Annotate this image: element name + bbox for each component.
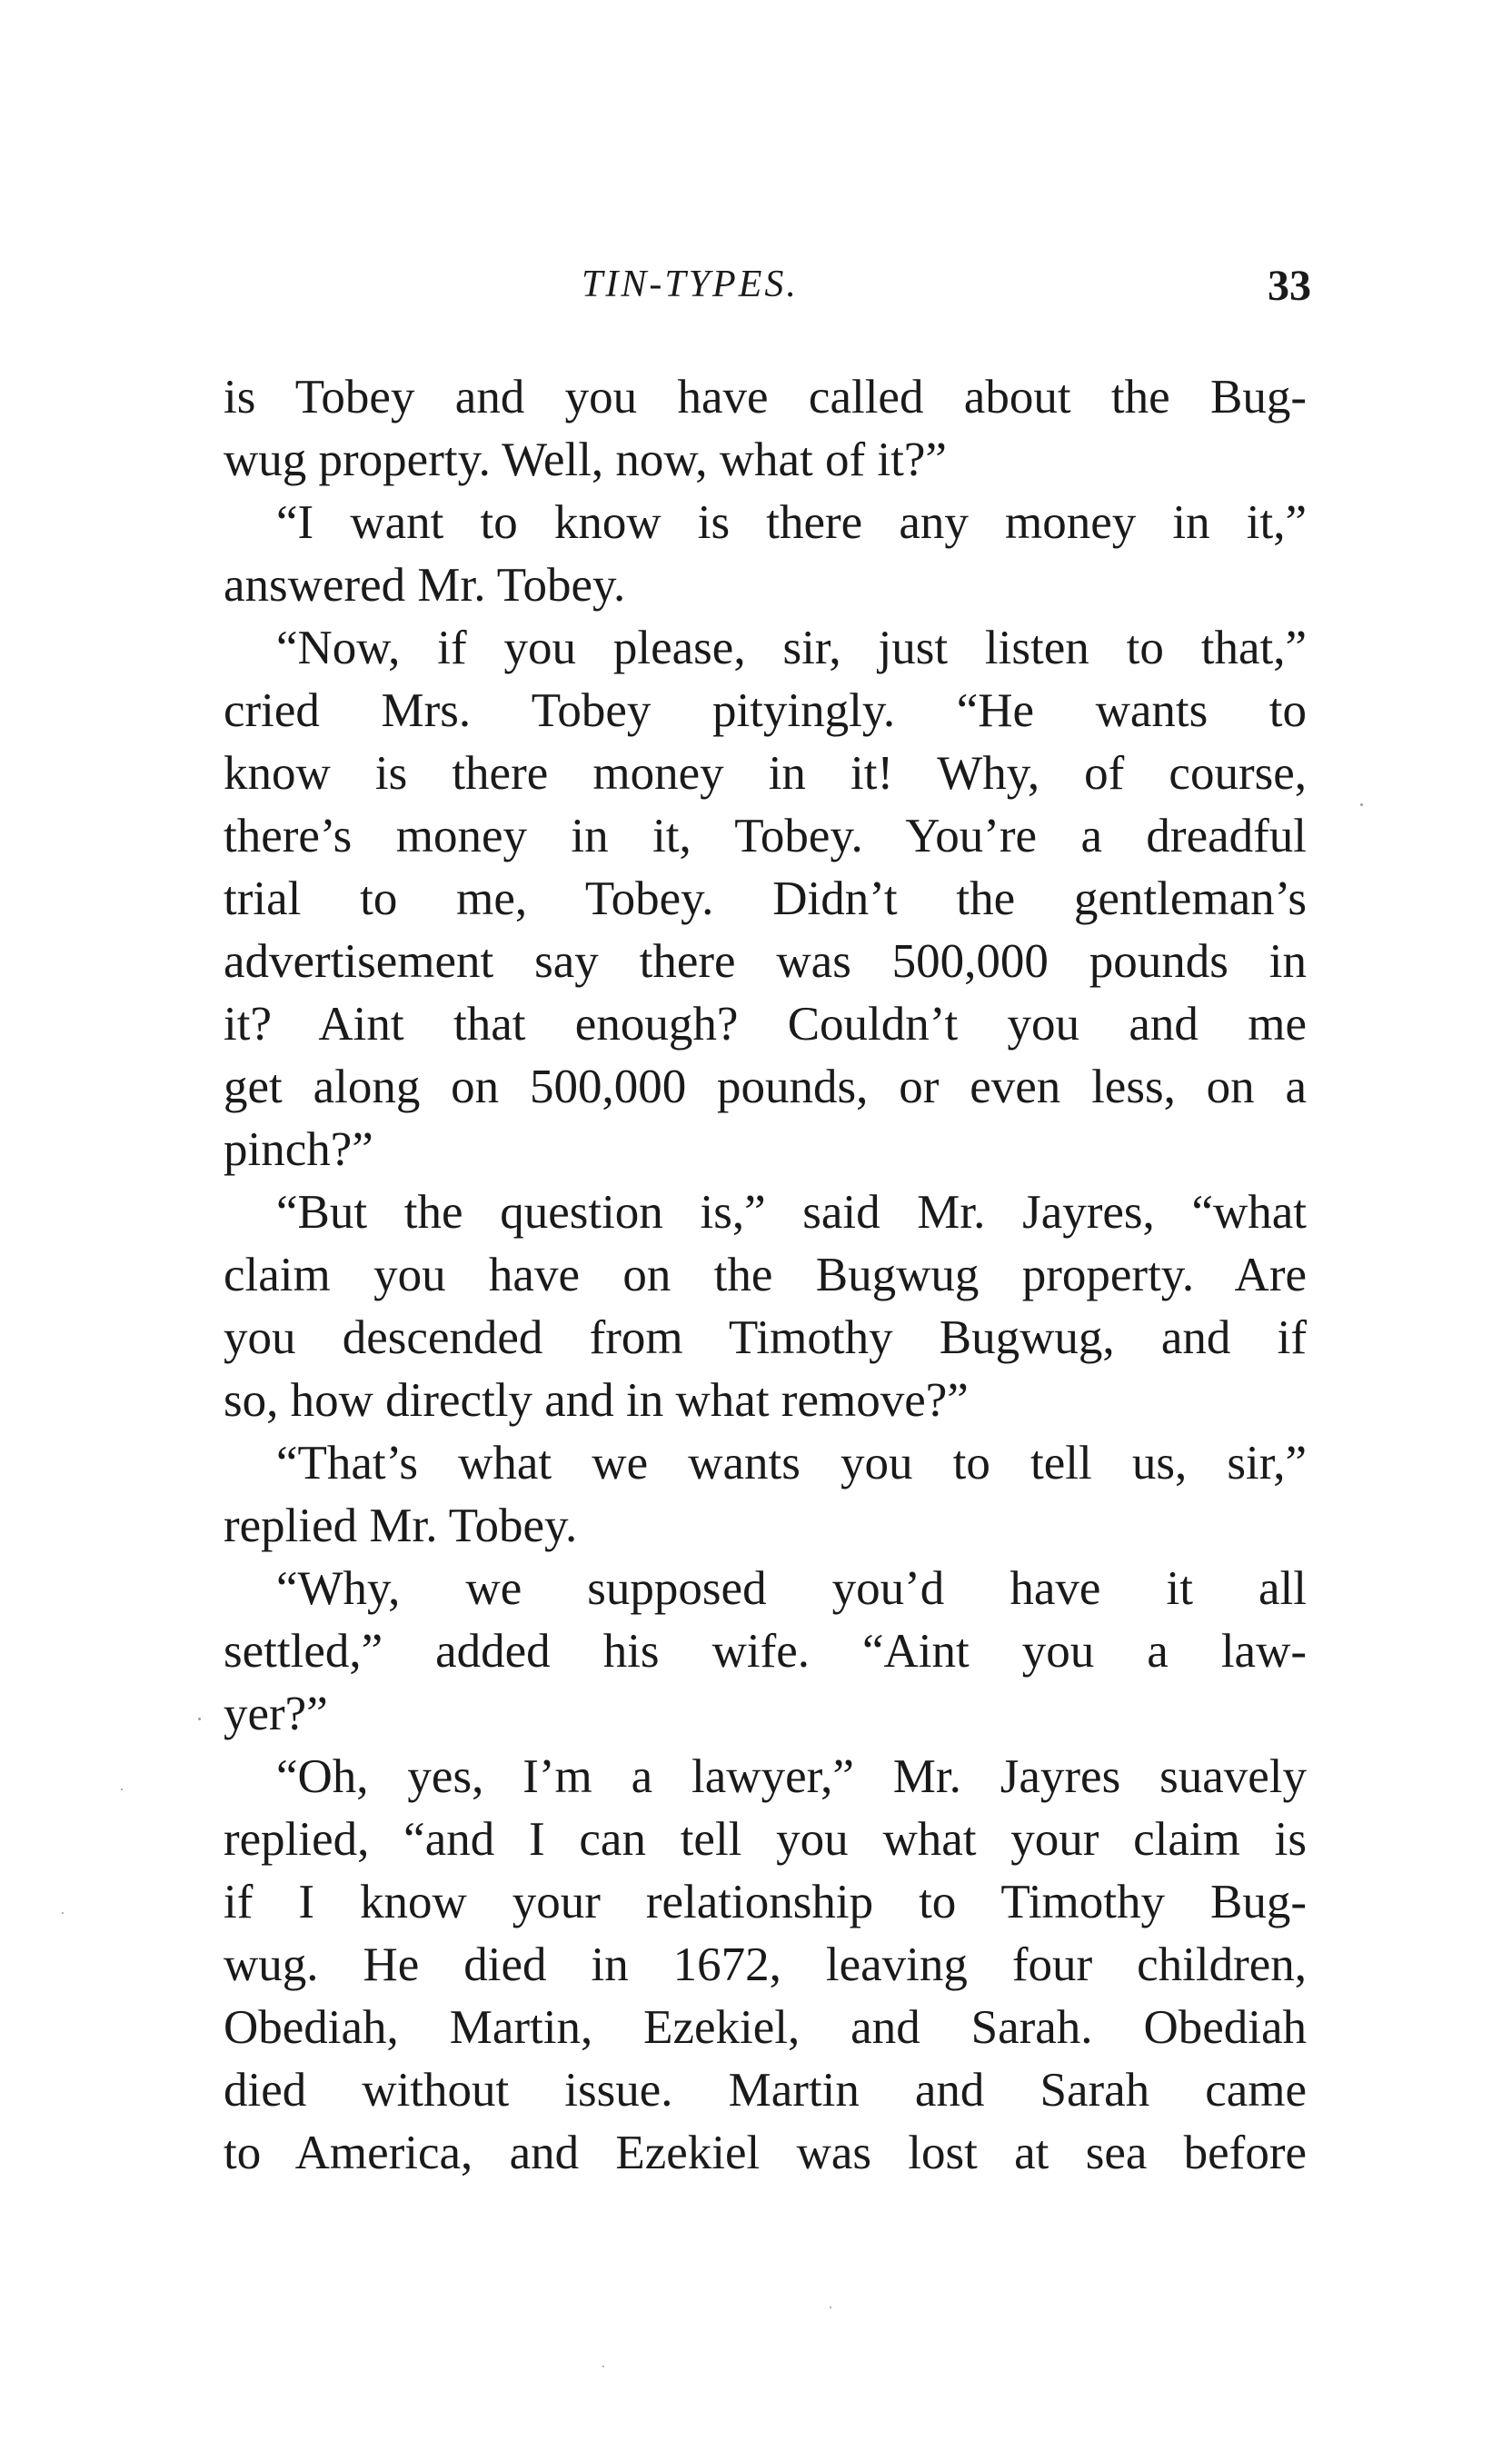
text-line: there’s money in it, Tobey. You’re a dreadful	[224, 810, 1307, 862]
text-line: trial to me, Tobey. Didn’t the gentleman’s	[224, 872, 1307, 925]
page-number: 33	[1268, 262, 1311, 310]
text-line: settled,” added his wife. “Aint you a law-	[224, 1625, 1307, 1678]
text-line: “Now, if you please, sir, just listen to that,”	[276, 622, 1307, 674]
text-line: get along on 500,000 pounds, or even less, on a	[224, 1061, 1307, 1113]
text-line: is Tobey and you have called about the Bug-	[224, 371, 1307, 423]
text-line: it? Aint that enough? Couldn’t you and me	[224, 998, 1307, 1051]
body-text	[224, 366, 1307, 2185]
text-line: replied, “and I can tell you what your claim is	[224, 1813, 1307, 1866]
text-line: know is there money in it! Why, of course,	[224, 747, 1307, 800]
text-line: pinch?”	[224, 1123, 373, 1176]
text-line: so, how directly and in what remove?”	[224, 1374, 969, 1427]
text-line: if I know your relationship to Timothy Bug-	[224, 1876, 1307, 1928]
text-line: claim you have on the Bugwug property. Are	[224, 1249, 1307, 1301]
text-line: wug property. Well, now, what of it?”	[224, 433, 947, 486]
text-line: “Oh, yes, I’m a lawyer,” Mr. Jayres suavely	[276, 1750, 1307, 1803]
scan-speck	[602, 2366, 604, 2367]
text-line: died without issue. Martin and Sarah came	[224, 2064, 1307, 2117]
text-line: answered Mr. Tobey.	[224, 559, 626, 612]
scan-speck	[830, 2307, 831, 2308]
text-line: yer?”	[224, 1688, 328, 1740]
text-line: to America, and Ezekiel was lost at sea before	[224, 2127, 1307, 2179]
text-line: “But the question is,” said Mr. Jayres, “what	[276, 1186, 1307, 1239]
text-line: advertisement say there was 500,000 pounds in	[224, 935, 1307, 988]
text-line: “Why, we supposed you’d have it all	[276, 1562, 1307, 1615]
scan-speck	[62, 1912, 64, 1914]
text-line: replied Mr. Tobey.	[224, 1499, 578, 1552]
text-line: you descended from Timothy Bugwug, and if	[224, 1311, 1307, 1364]
running-head: TIN-TYPES.	[582, 264, 799, 305]
text-line: “I want to know is there any money in it,”	[276, 496, 1307, 549]
text-line: Obediah, Martin, Ezekiel, and Sarah. Obediah	[224, 2001, 1307, 2054]
scan-speck	[198, 1718, 201, 1720]
scan-speck	[1360, 803, 1363, 806]
text-line: “That’s what we wants you to tell us, sir,”	[276, 1437, 1307, 1490]
text-line: cried Mrs. Tobey pityingly. “He wants to	[224, 684, 1307, 737]
text-line: wug. He died in 1672, leaving four children,	[224, 1938, 1307, 1991]
scan-speck	[121, 1788, 123, 1790]
